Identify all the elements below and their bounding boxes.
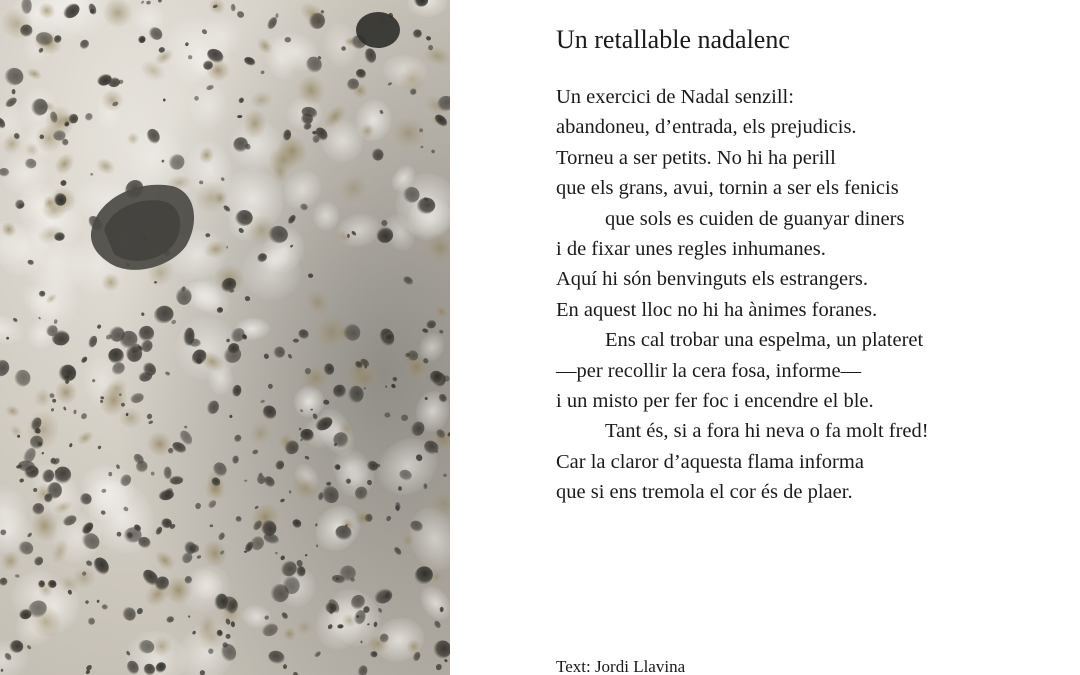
poem-body: [556, 82, 1056, 508]
poem-line: Torneu a ser petits. No hi ha perill: [556, 146, 836, 169]
stone-texture-graphic: [0, 0, 450, 675]
poem-line: que els grans, avui, tornin a ser els fenicis: [556, 177, 899, 200]
poem-line: que sols es cuiden de guanyar diners: [605, 207, 905, 230]
top-pore: [356, 12, 400, 48]
author-credit: Text: Jordi Llavina: [556, 657, 686, 675]
poem-line: i un misto per fer foc i encendre el ble.: [556, 390, 874, 413]
poem-line: Un exercici de Nadal senzill:: [556, 86, 794, 108]
poem-line: En aquest lloc no hi ha ànimes foranes.: [556, 298, 878, 321]
poem-line: abandoneu, d’entrada, els prejudicis.: [556, 116, 857, 139]
poem-line: i de fixar unes regles inhumanes.: [556, 238, 826, 261]
poem-line: Car la claror d’aquesta flama informa: [556, 450, 864, 473]
poem-line: que si ens tremola el cor és de plaer.: [556, 481, 853, 504]
poem-line: Aquí hi són benvinguts els estrangers.: [556, 268, 869, 291]
poem-line: Tant és, si a fora hi neva o fa molt fred!: [605, 420, 929, 443]
stone-texture-image: [0, 0, 450, 675]
poem-line: —per recollir la cera fosa, informe—: [556, 359, 862, 382]
poem-column: [556, 22, 1056, 508]
poem-line: Ens cal trobar una espelma, un plateret: [605, 329, 924, 352]
poem-title: Un retallable nadalenc: [556, 25, 790, 54]
